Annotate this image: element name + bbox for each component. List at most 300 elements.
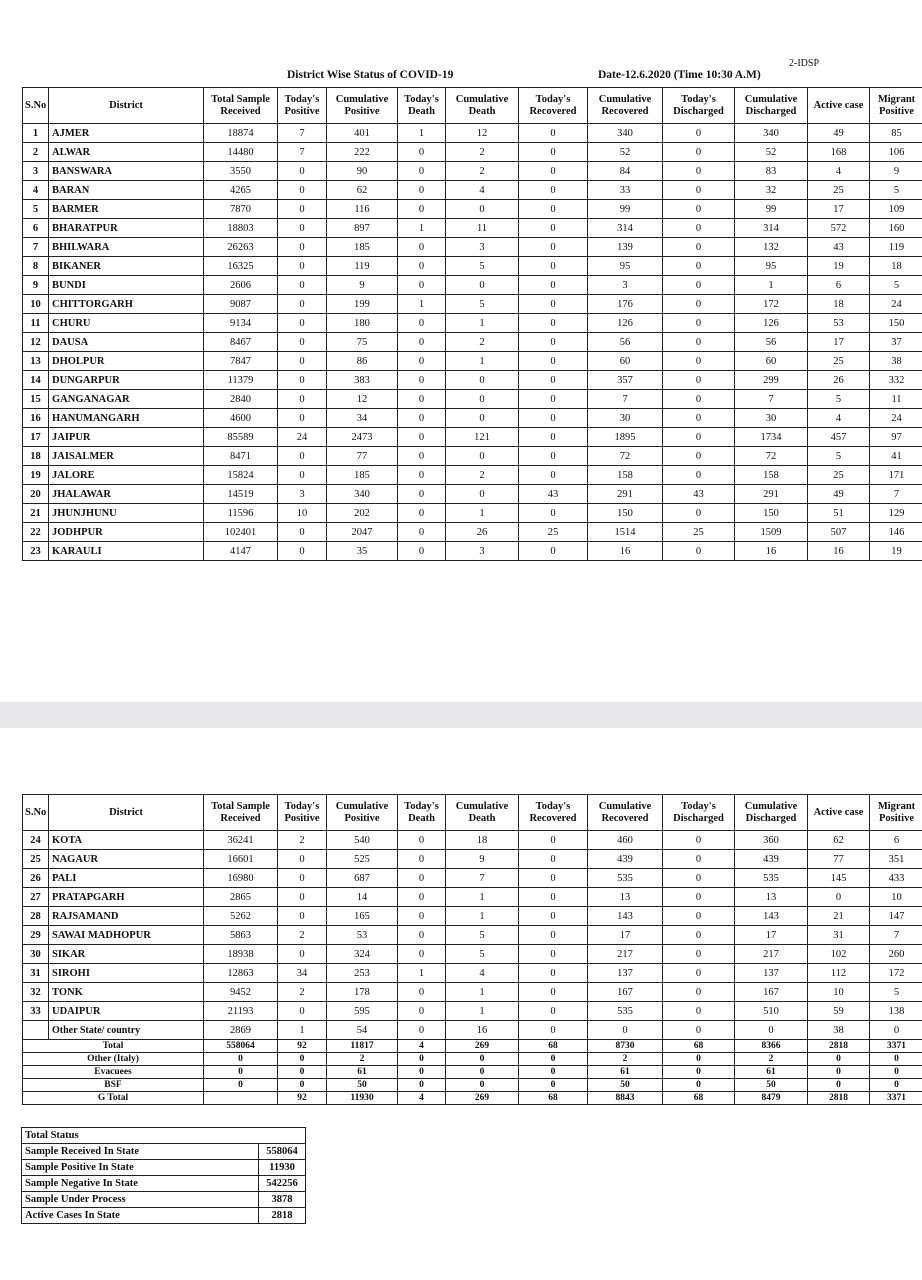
table-cell: 8479: [735, 1092, 808, 1105]
status-heading: Total Status: [22, 1128, 306, 1144]
district-name: GANGANAGAR: [49, 390, 204, 409]
table-cell: 507: [808, 523, 870, 542]
table-cell: 3371: [870, 1092, 922, 1105]
table-cell: 0: [398, 1002, 446, 1021]
serial-number: 29: [23, 926, 49, 945]
district-name: DAUSA: [49, 333, 204, 352]
table-cell: 7870: [204, 200, 278, 219]
table-cell: 11: [446, 219, 519, 238]
table-cell: 0: [870, 1079, 922, 1092]
table-cell: 0: [663, 1066, 735, 1079]
table-cell: 4: [808, 409, 870, 428]
table-cell: 0: [398, 390, 446, 409]
table-cell: 3371: [870, 1040, 922, 1053]
table-cell: 176: [588, 295, 663, 314]
table-cell: 7: [870, 485, 922, 504]
table-cell: 299: [735, 371, 808, 390]
table-cell: 33: [588, 181, 663, 200]
table-cell: 2: [278, 983, 327, 1002]
table-cell: 62: [808, 831, 870, 850]
table-cell: 0: [870, 1021, 922, 1040]
table-cell: 0: [870, 1053, 922, 1066]
table-cell: 0: [278, 219, 327, 238]
table-cell: 95: [735, 257, 808, 276]
table-cell: 0: [519, 257, 588, 276]
table-cell: 0: [663, 143, 735, 162]
table-cell: 0: [446, 200, 519, 219]
table-cell: 129: [870, 504, 922, 523]
table-cell: 0: [278, 1079, 327, 1092]
table-cell: 314: [588, 219, 663, 238]
table-cell: 30: [735, 409, 808, 428]
table-cell: 0: [278, 869, 327, 888]
column-header: Today's Discharged: [663, 88, 735, 124]
table-cell: 1: [278, 1021, 327, 1040]
status-label: Sample Under Process: [22, 1192, 259, 1208]
table-cell: 1514: [588, 523, 663, 542]
table-cell: 171: [870, 466, 922, 485]
table-cell: 0: [446, 371, 519, 390]
report-title: District Wise Status of COVID-19: [287, 69, 454, 81]
table-cell: 150: [588, 504, 663, 523]
table-row: [23, 200, 922, 219]
table-row: [23, 831, 922, 850]
table-cell: 217: [588, 945, 663, 964]
table-cell: 595: [327, 1002, 398, 1021]
table-cell: 6: [870, 831, 922, 850]
table-cell: 351: [870, 850, 922, 869]
table-cell: 9: [446, 850, 519, 869]
totals-label: G Total: [23, 1092, 204, 1105]
table-cell: 2: [446, 162, 519, 181]
table-cell: 0: [663, 428, 735, 447]
table-cell: 0: [519, 983, 588, 1002]
table-cell: 0: [278, 542, 327, 561]
table-cell: 3: [446, 238, 519, 257]
table-cell: 0: [519, 352, 588, 371]
column-header: Total Sample Received: [204, 795, 278, 831]
table-cell: 35: [327, 542, 398, 561]
serial-number: 24: [23, 831, 49, 850]
district-name: ALWAR: [49, 143, 204, 162]
table-cell: 460: [588, 831, 663, 850]
table-cell: 43: [519, 485, 588, 504]
table-cell: 0: [808, 1066, 870, 1079]
table-cell: 0: [519, 1002, 588, 1021]
table-row: [23, 523, 922, 542]
table-cell: 17: [588, 926, 663, 945]
table-cell: 0: [663, 238, 735, 257]
serial-number: 21: [23, 504, 49, 523]
table-cell: 172: [735, 295, 808, 314]
serial-number: 17: [23, 428, 49, 447]
table-cell: 4: [398, 1040, 446, 1053]
table-cell: 457: [808, 428, 870, 447]
table-cell: 137: [588, 964, 663, 983]
table-cell: 146: [870, 523, 922, 542]
table-cell: 59: [808, 1002, 870, 1021]
table-cell: 2047: [327, 523, 398, 542]
table-cell: 102401: [204, 523, 278, 542]
table-cell: 26: [446, 523, 519, 542]
table-cell: 61: [327, 1066, 398, 1079]
status-value: 558064: [259, 1144, 306, 1160]
table-cell: 2: [278, 831, 327, 850]
district-name: RAJSAMAND: [49, 907, 204, 926]
serial-number: 1: [23, 124, 49, 143]
table-cell: 16: [808, 542, 870, 561]
table-cell: 145: [808, 869, 870, 888]
table-cell: 0: [808, 888, 870, 907]
table-cell: 0: [663, 295, 735, 314]
table-cell: 0: [663, 945, 735, 964]
column-header: Cumulative Death: [446, 795, 519, 831]
totals-row: [23, 1040, 922, 1053]
table-cell: 0: [808, 1053, 870, 1066]
table-row: [23, 907, 922, 926]
column-header: Today's Discharged: [663, 795, 735, 831]
totals-label: Evacuees: [23, 1066, 204, 1079]
table-cell: 0: [204, 1066, 278, 1079]
table-cell: [23, 1021, 49, 1040]
table-cell: 92: [278, 1040, 327, 1053]
table-cell: 0: [398, 257, 446, 276]
table-cell: 1: [398, 295, 446, 314]
column-header: Today's Death: [398, 795, 446, 831]
table-cell: 0: [398, 314, 446, 333]
table-cell: 112: [808, 964, 870, 983]
district-name: PALI: [49, 869, 204, 888]
table-cell: 0: [519, 295, 588, 314]
table-row: [23, 888, 922, 907]
table-cell: 24: [278, 428, 327, 447]
table-cell: 167: [735, 983, 808, 1002]
district-name: JODHPUR: [49, 523, 204, 542]
status-label: Sample Received In State: [22, 1144, 259, 1160]
table-cell: 7: [870, 926, 922, 945]
table-cell: 54: [327, 1021, 398, 1040]
column-header: Cumulative Recovered: [588, 795, 663, 831]
table-cell: 0: [398, 850, 446, 869]
serial-number: 26: [23, 869, 49, 888]
column-header: Active case: [808, 795, 870, 831]
table-cell: 510: [735, 1002, 808, 1021]
table-cell: 119: [327, 257, 398, 276]
table-cell: 24: [870, 409, 922, 428]
table-cell: 0: [808, 1079, 870, 1092]
table-cell: 185: [327, 466, 398, 485]
district-name: CHURU: [49, 314, 204, 333]
table-cell: 53: [327, 926, 398, 945]
table-cell: 1: [446, 504, 519, 523]
table-cell: 11930: [327, 1092, 398, 1105]
table-cell: 0: [663, 542, 735, 561]
table-cell: 85: [870, 124, 922, 143]
table-cell: 0: [398, 945, 446, 964]
table-cell: 13: [735, 888, 808, 907]
district-name: BARAN: [49, 181, 204, 200]
table-cell: 5: [870, 181, 922, 200]
table-cell: 383: [327, 371, 398, 390]
table-cell: 1: [446, 907, 519, 926]
table-row: [23, 314, 922, 333]
table-cell: 36241: [204, 831, 278, 850]
table-cell: 0: [398, 523, 446, 542]
table-cell: 2606: [204, 276, 278, 295]
column-header: Cumulative Discharged: [735, 795, 808, 831]
table-cell: 269: [446, 1092, 519, 1105]
status-row: [22, 1160, 306, 1176]
table-cell: 0: [278, 466, 327, 485]
table-cell: 92: [278, 1092, 327, 1105]
table-cell: 0: [663, 1079, 735, 1092]
table-cell: 150: [870, 314, 922, 333]
table-cell: 24: [870, 295, 922, 314]
table-cell: 558064: [204, 1040, 278, 1053]
table-cell: 0: [519, 850, 588, 869]
table-cell: 1: [735, 276, 808, 295]
table-cell: 0: [204, 1053, 278, 1066]
table-cell: 0: [663, 257, 735, 276]
table-cell: 4147: [204, 542, 278, 561]
table-cell: 126: [735, 314, 808, 333]
table-cell: 13: [588, 888, 663, 907]
table-cell: 291: [735, 485, 808, 504]
table-cell: 0: [278, 257, 327, 276]
table-cell: 3: [588, 276, 663, 295]
table-cell: 0: [663, 314, 735, 333]
table-cell: 217: [735, 945, 808, 964]
table-cell: 0: [278, 371, 327, 390]
table-cell: 0: [446, 276, 519, 295]
table-cell: 8843: [588, 1092, 663, 1105]
serial-number: 2: [23, 143, 49, 162]
table-cell: 61: [588, 1066, 663, 1079]
table-cell: 77: [327, 447, 398, 466]
table-cell: 0: [519, 238, 588, 257]
table-cell: 150: [735, 504, 808, 523]
table-cell: 0: [398, 485, 446, 504]
table-row: [23, 428, 922, 447]
serial-number: 15: [23, 390, 49, 409]
table-row: [23, 466, 922, 485]
table-cell: 132: [735, 238, 808, 257]
table-cell: 16980: [204, 869, 278, 888]
serial-number: 10: [23, 295, 49, 314]
table-row: [23, 276, 922, 295]
table-cell: 340: [735, 124, 808, 143]
table-cell: 0: [519, 428, 588, 447]
table-row: [23, 295, 922, 314]
table-cell: 0: [519, 314, 588, 333]
table-cell: 72: [735, 447, 808, 466]
table-cell: 9: [327, 276, 398, 295]
table-cell: 0: [398, 1053, 446, 1066]
table-cell: 0: [398, 162, 446, 181]
table-cell: 1: [398, 124, 446, 143]
table-cell: 0: [519, 831, 588, 850]
serial-number: 28: [23, 907, 49, 926]
table-cell: 8471: [204, 447, 278, 466]
table-header-row: [23, 795, 922, 831]
table-cell: 32: [735, 181, 808, 200]
status-label: Sample Negative In State: [22, 1176, 259, 1192]
district-name: BANSWARA: [49, 162, 204, 181]
serial-number: 6: [23, 219, 49, 238]
serial-number: 7: [23, 238, 49, 257]
table-row: [23, 983, 922, 1002]
totals-label: Other (Italy): [23, 1053, 204, 1066]
status-value: 2818: [259, 1208, 306, 1224]
status-value: 3878: [259, 1192, 306, 1208]
totals-row: [23, 1053, 922, 1066]
status-value: 542256: [259, 1176, 306, 1192]
district-name: PRATAPGARH: [49, 888, 204, 907]
column-header: Total Sample Received: [204, 88, 278, 124]
totals-row: [23, 1079, 922, 1092]
table-row: [23, 162, 922, 181]
table-cell: 0: [663, 1021, 735, 1040]
table-cell: 0: [398, 466, 446, 485]
table-cell: 1: [446, 352, 519, 371]
table-cell: 0: [663, 276, 735, 295]
serial-number: 23: [23, 542, 49, 561]
table-cell: 50: [327, 1079, 398, 1092]
table-cell: 0: [278, 390, 327, 409]
table-row: [23, 238, 922, 257]
totals-row: [23, 1066, 922, 1079]
column-header: Today's Recovered: [519, 795, 588, 831]
table-cell: 0: [663, 850, 735, 869]
table-cell: 75: [327, 333, 398, 352]
table-cell: 56: [735, 333, 808, 352]
table-cell: 180: [327, 314, 398, 333]
table-cell: 18938: [204, 945, 278, 964]
status-row: [22, 1192, 306, 1208]
table-row: [23, 352, 922, 371]
status-row: [22, 1208, 306, 1224]
table-cell: 8730: [588, 1040, 663, 1053]
table-cell: 167: [588, 983, 663, 1002]
table-cell: 0: [519, 409, 588, 428]
table-cell: 62: [327, 181, 398, 200]
table-cell: 0: [398, 371, 446, 390]
table-cell: 0: [398, 181, 446, 200]
table-cell: 16601: [204, 850, 278, 869]
table-cell: 31: [808, 926, 870, 945]
table-cell: 15824: [204, 466, 278, 485]
district-name: NAGAUR: [49, 850, 204, 869]
table-cell: 0: [519, 869, 588, 888]
table-cell: 0: [663, 409, 735, 428]
table-cell: 0: [519, 333, 588, 352]
column-header: Cumulative Recovered: [588, 88, 663, 124]
table-cell: 0: [519, 1066, 588, 1079]
table-row: [23, 504, 922, 523]
table-cell: 1734: [735, 428, 808, 447]
column-header: Today's Death: [398, 88, 446, 124]
table-cell: 0: [278, 1002, 327, 1021]
table-cell: 0: [519, 907, 588, 926]
table-cell: 0: [278, 162, 327, 181]
table-cell: 202: [327, 504, 398, 523]
column-header: Today's Positive: [278, 795, 327, 831]
table-cell: 10: [808, 983, 870, 1002]
table-cell: 5: [446, 295, 519, 314]
status-value: 11930: [259, 1160, 306, 1176]
table-cell: 2818: [808, 1092, 870, 1105]
table-cell: 68: [663, 1040, 735, 1053]
serial-number: 8: [23, 257, 49, 276]
table-cell: 2: [327, 1053, 398, 1066]
table-cell: 3550: [204, 162, 278, 181]
table-cell: 17: [808, 333, 870, 352]
table-cell: 168: [808, 143, 870, 162]
table-cell: 19: [870, 542, 922, 561]
serial-number: 30: [23, 945, 49, 964]
table-cell: 0: [398, 1021, 446, 1040]
table-cell: 687: [327, 869, 398, 888]
table-cell: 160: [870, 219, 922, 238]
status-row: [22, 1144, 306, 1160]
table-cell: 5: [446, 257, 519, 276]
column-header: S.No: [23, 795, 49, 831]
table-row: [23, 257, 922, 276]
serial-number: 13: [23, 352, 49, 371]
table-cell: 0: [398, 409, 446, 428]
table-cell: 4: [446, 181, 519, 200]
table-cell: 50: [588, 1079, 663, 1092]
table-cell: 0: [278, 409, 327, 428]
table-row: [23, 124, 922, 143]
district-name: SAWAI MADHOPUR: [49, 926, 204, 945]
table-cell: 5: [870, 983, 922, 1002]
table-cell: 21193: [204, 1002, 278, 1021]
page-divider: [0, 702, 922, 728]
table-cell: 4: [398, 1092, 446, 1105]
serial-number: 3: [23, 162, 49, 181]
table-cell: 7: [278, 143, 327, 162]
table-cell: 7: [278, 124, 327, 143]
table-cell: 0: [398, 200, 446, 219]
table-cell: 199: [327, 295, 398, 314]
table-cell: 0: [278, 888, 327, 907]
table-cell: 0: [398, 447, 446, 466]
column-header: District: [49, 795, 204, 831]
table-cell: 84: [588, 162, 663, 181]
table-cell: 5: [808, 447, 870, 466]
table-cell: 0: [398, 869, 446, 888]
table-cell: 0: [663, 181, 735, 200]
table-cell: 25: [808, 352, 870, 371]
table-cell: 2818: [808, 1040, 870, 1053]
table-cell: 314: [735, 219, 808, 238]
table-cell: 0: [663, 964, 735, 983]
table-cell: 102: [808, 945, 870, 964]
table-cell: 222: [327, 143, 398, 162]
table-cell: 14: [327, 888, 398, 907]
table-cell: 2: [588, 1053, 663, 1066]
district-name: TONK: [49, 983, 204, 1002]
table-row: [23, 1002, 922, 1021]
table-cell: 14480: [204, 143, 278, 162]
table-cell: 0: [278, 1053, 327, 1066]
table-cell: 116: [327, 200, 398, 219]
serial-number: 20: [23, 485, 49, 504]
table-row: [23, 390, 922, 409]
table-cell: 0: [663, 333, 735, 352]
table-cell: 12: [446, 124, 519, 143]
